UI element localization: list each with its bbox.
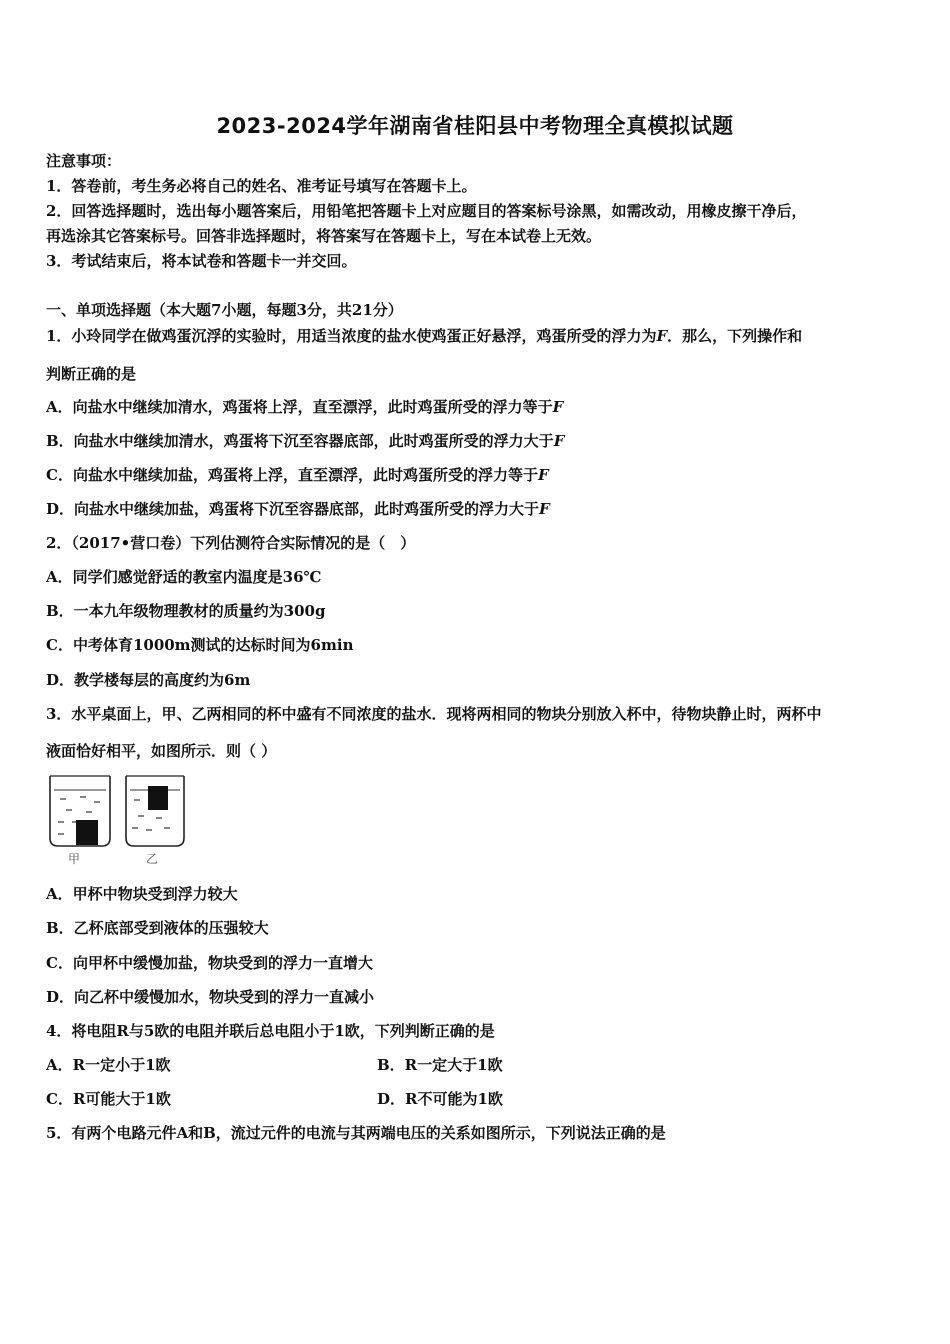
q2-option-c: C．中考体育1000m测试的达标时间为6min xyxy=(46,636,354,654)
q4-stem: 4．将电阻R与5欧的电阻并联后总电阻小于1欧，下列判断正确的是 xyxy=(46,1022,495,1040)
label-yi: 乙 xyxy=(146,852,159,866)
q1-stem xyxy=(46,326,802,346)
exam-title: 2023-2024学年湖南省桂阳县中考物理全真模拟试题 xyxy=(216,114,734,138)
notice-heading: 注意事项： xyxy=(46,152,122,170)
q1-option-c-text: C．向盐水中继续加盐，鸡蛋将上浮，直至漂浮，此时鸡蛋所受的浮力等于 xyxy=(46,466,538,484)
q2-option-d: D．教学楼每层的高度约为6m xyxy=(46,671,251,689)
q1-var-f: F xyxy=(656,327,668,345)
q1-option-d-text: D．向盐水中继续加盐，鸡蛋将下沉至容器底部，此时鸡蛋所受的浮力大于 xyxy=(46,500,540,518)
q3-stem: 3．水平桌面上，甲、乙两相同的杯中盛有不同浓度的盐水．现将两相同的物块分别放入杯中，待物块静止时，两杯中 xyxy=(46,705,822,723)
q1-option-b xyxy=(46,431,564,451)
q3-option-d: D．向乙杯中缓慢加水，物块受到的浮力一直减小 xyxy=(46,988,375,1006)
q3-stem-cont: 液面恰好相平，如图所示．则（ ） xyxy=(46,742,277,760)
q1-option-a xyxy=(46,397,563,417)
q2-option-b: B．一本九年级物理教材的质量约为300g xyxy=(46,602,326,620)
section-heading: 一、单项选择题（本大题7小题，每题3分，共21分） xyxy=(46,301,403,319)
q4-option-c: C．R可能大于1欧 xyxy=(46,1090,171,1108)
q1-option-c-var: F xyxy=(537,466,549,484)
q5-stem: 5．有两个电路元件A和B，流过元件的电流与其两端电压的关系如图所示，下列说法正确的是 xyxy=(46,1124,666,1142)
q1-option-a-var: F xyxy=(552,398,564,416)
q1-stem-text: 1．小玲同学在做鸡蛋沉浮的实验时，用适当浓度的盐水使鸡蛋正好悬浮，鸡蛋所受的浮力为 xyxy=(46,327,657,345)
q1-option-d xyxy=(46,499,550,519)
q1-option-d-var: F xyxy=(539,500,550,518)
q4-option-d: D．R不可能为1欧 xyxy=(377,1090,503,1108)
block-jia xyxy=(76,820,98,845)
q1-option-b-text: B．向盐水中继续加清水，鸡蛋将下沉至容器底部，此时鸡蛋所受的浮力大于 xyxy=(46,432,554,450)
q1-option-c xyxy=(46,465,549,485)
notice-item-3: 3．考试结束后，将本试卷和答题卡一并交回。 xyxy=(46,252,357,270)
q2-stem: 2．（2017•营口卷）下列估测符合实际情况的是（ ） xyxy=(46,534,416,552)
beaker-jia xyxy=(50,776,110,846)
notice-item-1: 1．答卷前，考生务必将自己的姓名、准考证号填写在答题卡上。 xyxy=(46,177,477,195)
beaker-yi xyxy=(126,776,184,846)
q3-option-b: B．乙杯底部受到液体的压强较大 xyxy=(46,919,269,937)
notice-item-2-cont: 再选涂其它答案标号。回答非选择题时，将答案写在答题卡上，写在本试卷上无效。 xyxy=(46,227,602,245)
q1-stem-cont: 判断正确的是 xyxy=(46,365,137,383)
q3-option-a: A．甲杯中物块受到浮力较大 xyxy=(46,885,238,903)
q1-option-a-text: A．向盐水中继续加清水，鸡蛋将上浮，直至漂浮，此时鸡蛋所受的浮力等于 xyxy=(46,398,553,416)
label-jia: 甲 xyxy=(68,852,81,866)
q3-option-c: C．向甲杯中缓慢加盐，物块受到的浮力一直增大 xyxy=(46,954,373,972)
q4-option-b: B．R一定大于1欧 xyxy=(377,1056,503,1074)
q4-option-a: A．R一定小于1欧 xyxy=(46,1056,171,1074)
beakers-figure xyxy=(46,772,196,868)
notice-item-2: 2．回答选择题时，选出每小题答案后，用铅笔把答题卡上对应题目的答案标号涂黑，如需改动，用橡皮擦干净后， xyxy=(46,202,807,220)
block-yi xyxy=(148,786,168,810)
q2-option-a: A．同学们感觉舒适的教室内温度是36℃ xyxy=(46,568,322,586)
q1-option-b-var: F xyxy=(553,432,565,450)
q1-stem-text-b: ．那么，下列操作和 xyxy=(667,327,803,345)
